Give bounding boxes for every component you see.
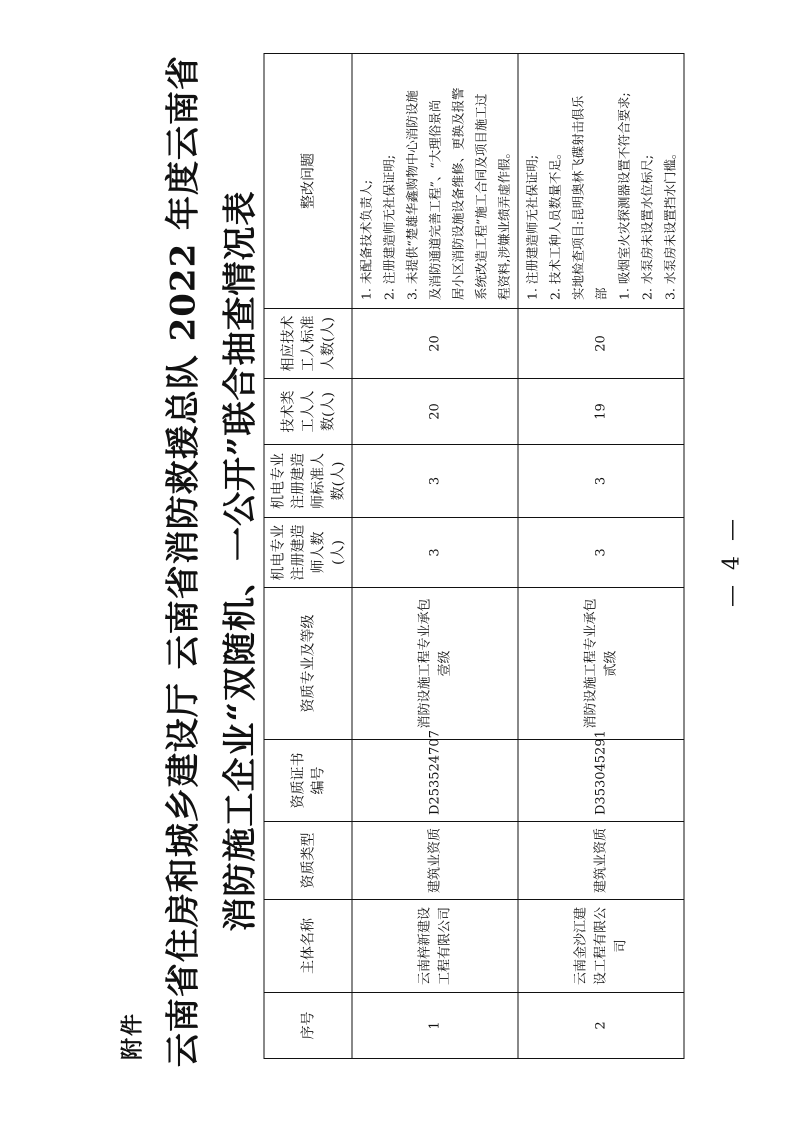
issue-line: 2. 注册建造师无社保证明;: [381, 154, 396, 300]
header-entity: 主体名称: [264, 900, 352, 993]
header-tech-std: 相应技术工人标准人数(人): [264, 309, 352, 379]
header-tech-count: 技术类工人人数(人): [264, 379, 352, 445]
cell-cert-no: D353045291: [518, 740, 684, 822]
issue-line: 1. 未配备技术负责人;: [358, 179, 373, 300]
cell-tech-count: 19: [518, 379, 684, 445]
cell-entity: 云南金沙江建设工程有限公司: [518, 900, 684, 993]
cell-tech-std: 20: [352, 309, 518, 379]
page-title-line2: 消防施工企业“双随机、一公开”联合抽查情况表: [220, 190, 260, 932]
cell-issues: [518, 54, 684, 309]
issue-line: 2. 技术工种人员数量不足。: [547, 146, 562, 300]
cell-mep-count: 3: [352, 518, 518, 588]
header-mep-std: 机电专业注册建造师标准人数(人): [264, 445, 352, 518]
issue-line: 2. 水泵房未设置水位标尺;: [639, 154, 654, 300]
header-qual-type: 资质类型: [264, 822, 352, 900]
table-row: [518, 54, 684, 1059]
cell-mep-std: 3: [518, 445, 684, 518]
issue-line: 部: [593, 287, 608, 300]
cell-issues: [352, 54, 518, 309]
issue-line: 1. 注册建造师无社保证明;: [524, 154, 539, 300]
issue-line: 3. 未提供“楚雄华鑫购物中心消防设施: [404, 90, 419, 300]
cell-major-grade: 消防设施工程专业承包壹级: [352, 588, 518, 740]
header-seq: 序号: [264, 993, 352, 1059]
cell-entity: 云南梓新建设工程有限公司: [352, 900, 518, 993]
cell-seq: 2: [518, 993, 684, 1059]
table-header-row: [264, 54, 352, 1059]
header-mep-count: 机电专业注册建造师人数(人): [264, 518, 352, 588]
cell-mep-count: 3: [518, 518, 684, 588]
issue-line: 程资料,涉嫌业绩弄虚作假。: [496, 146, 511, 300]
cell-major-grade: 消防设施工程专业承包贰级: [518, 588, 684, 740]
attachment-label: 附件: [119, 1011, 145, 1060]
issue-line: 居小区消防设施设备维修、更换及报警: [450, 87, 465, 300]
page-title-line1: 云南省住房和城乡建设厅 云南省消防救援总队 2022 年度云南省: [163, 54, 203, 1068]
issue-line: 1. 吸烟室火灾探测器设置不符合要求;: [616, 92, 631, 300]
cell-qual-type: 建筑业资质: [352, 822, 518, 900]
issue-line: 3. 水泵房未设置挡水门槛。: [662, 146, 677, 300]
inspection-table: [263, 53, 684, 1059]
page-number: — 4 —: [719, 515, 744, 607]
issue-line: 系统改造工程”施工合同及项目施工过: [473, 93, 488, 300]
header-cert-no: 资质证书编号: [264, 740, 352, 822]
header-major-grade: 资质专业及等级: [264, 588, 352, 740]
cell-tech-std: 20: [518, 309, 684, 379]
issue-line: 实地检查项目:昆明奥林飞碟射击俱乐: [570, 95, 585, 300]
header-issues: 整改问题: [264, 54, 352, 309]
cell-seq: 1: [352, 993, 518, 1059]
table-row: [352, 54, 518, 1059]
cell-tech-count: 20: [352, 379, 518, 445]
cell-qual-type: 建筑业资质: [518, 822, 684, 900]
cell-mep-std: 3: [352, 445, 518, 518]
issue-line: 及消防通道完善工程”、“大理俗景尚: [427, 99, 442, 300]
cell-cert-no: D253524707: [352, 740, 518, 822]
